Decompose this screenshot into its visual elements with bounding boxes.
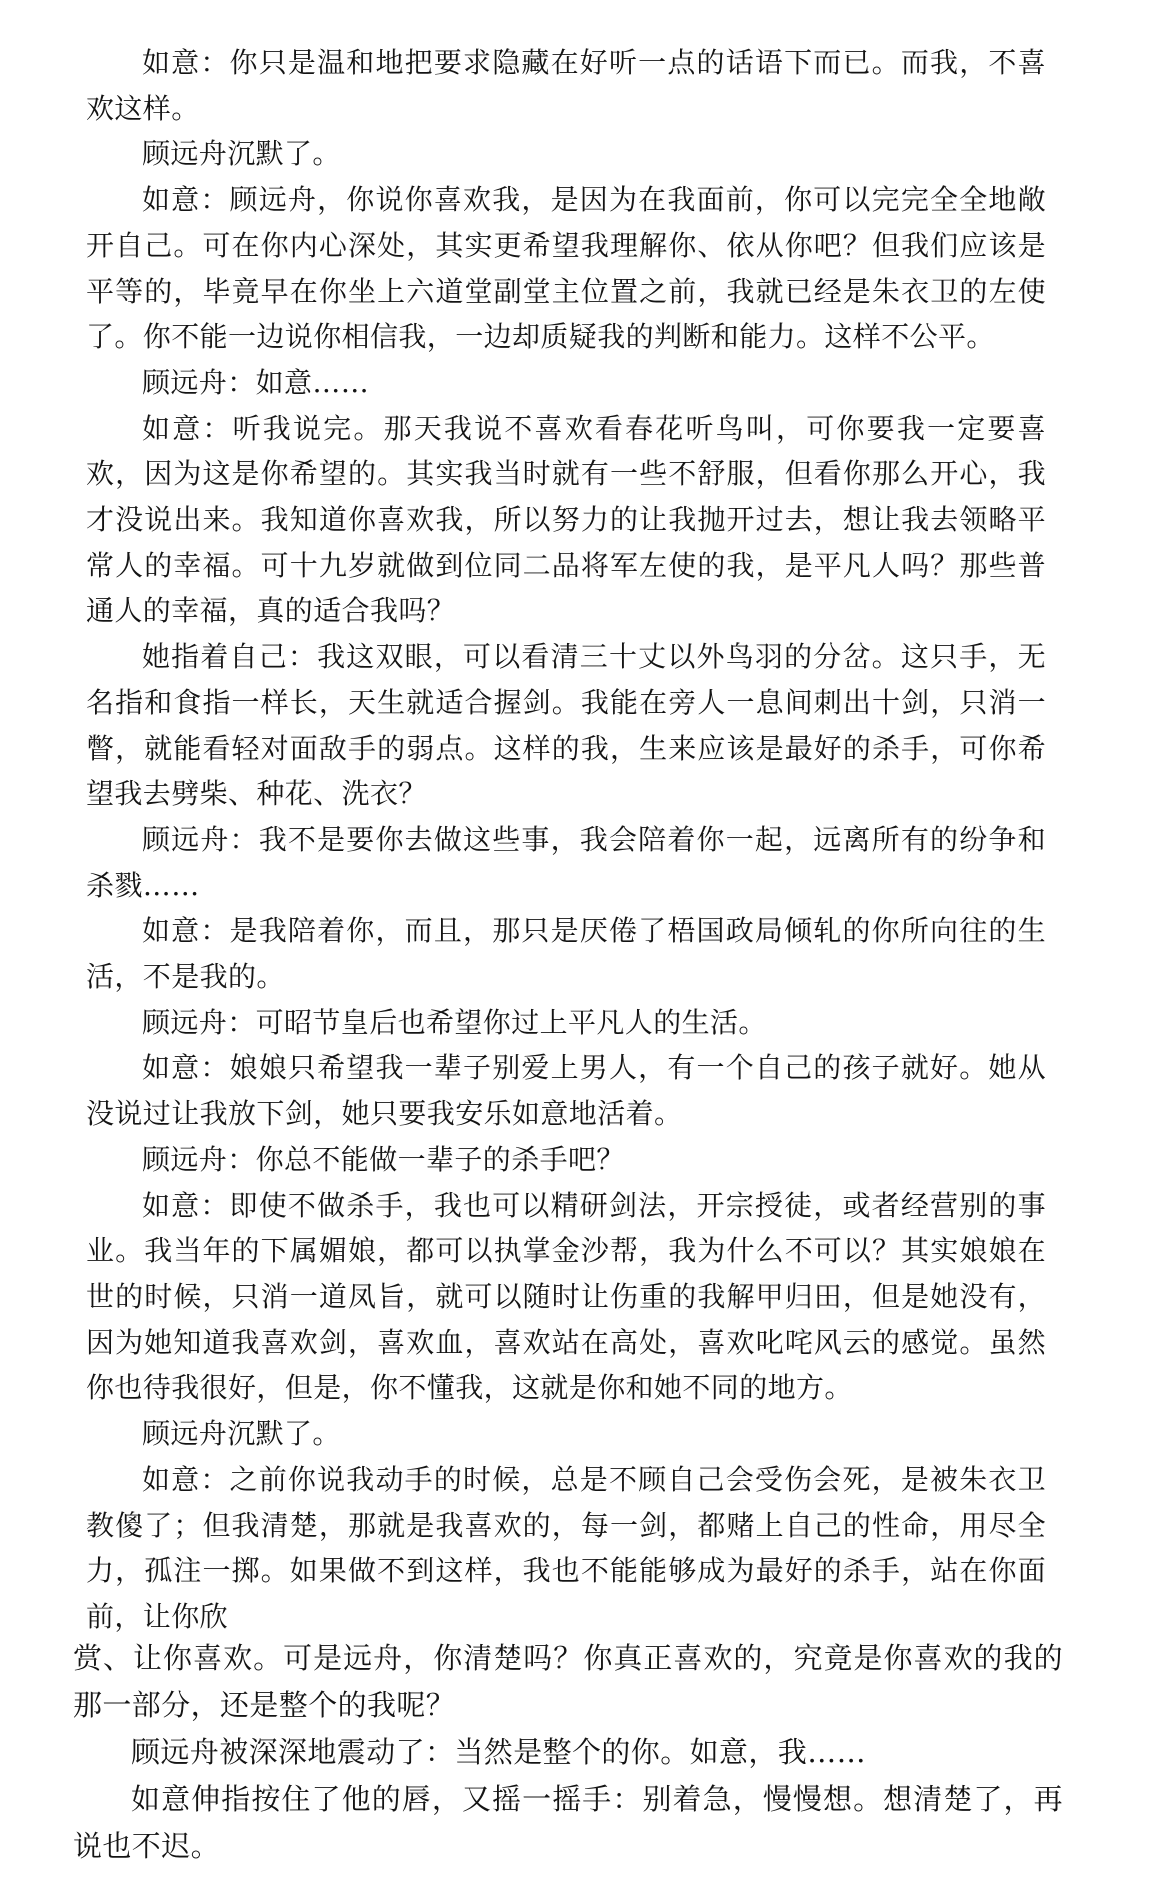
paragraph: 顾远舟：你总不能做一辈子的杀手吧？ <box>142 1142 625 1176</box>
paragraph: 顾远舟沉默了。 <box>142 137 341 171</box>
paragraph: 如意伸指按住了他的唇，又摇一摇手：别着急，慢慢想。想清楚了，再说也不迟。 <box>73 1782 1063 1863</box>
paragraph: 如意：之前你说我动手的时候，总是不顾自己会受伤会死，是被朱衣卫教傻了；但我清楚，那就是我喜欢的，每一剑，都赌上自己的性命，用尽全力，孤注一掷。如果做不到这样，我也不能能够成为最好的杀手，站在你面前，让你欣 <box>86 1462 1046 1633</box>
paragraph: 如意：顾远舟，你说你喜欢我，是因为在我面前，你可以完完全全地敞开自己。可在你内心深处，其实更希望我理解你、依从你吧？但我们应该是平等的，毕竟早在你坐上六道堂副堂主位置之前，我就已经是朱衣卫的左使了。你不能一边说你相信我，一边却质疑我的判断和能力。这样不公平。 <box>86 183 1046 354</box>
paragraph: 如意：是我陪着你，而且，那只是厌倦了梧国政局倾轧的你所向往的生活，不是我的。 <box>86 914 1046 994</box>
paragraph: 如意：即使不做杀手，我也可以精研剑法，开宗授徒，或者经营别的事业。我当年的下属媚娘，都可以执掌金沙帮，我为什么不可以？其实娘娘在世的时候，只消一道凤旨，就可以随时让伤重的我解甲归田，但是她没有，因为她知道我喜欢剑，喜欢血，喜欢站在高处，喜欢叱咤风云的感觉。虽然你也待我很好，但是，你不懂我，这就是你和她不同的地方。 <box>86 1188 1046 1405</box>
paragraph: 如意：你只是温和地把要求隐藏在好听一点的话语下而已。而我，不喜欢这样。 <box>86 46 1046 125</box>
paragraph: 如意：娘娘只希望我一辈子别爱上男人，有一个自己的孩子就好。她从没说过让我放下剑，她只要我安乐如意地活着。 <box>86 1051 1046 1131</box>
paragraph: 顾远舟：如意…… <box>142 365 370 399</box>
paragraph: 顾远舟：可昭节皇后也希望你过上平凡人的生活。 <box>142 1005 767 1039</box>
paragraph: 顾远舟：我不是要你去做这些事，我会陪着你一起，远离所有的纷争和杀戮…… <box>86 822 1046 902</box>
paragraph: 顾远舟沉默了。 <box>142 1417 341 1451</box>
text-block-bottom <box>73 1635 1063 1870</box>
paragraph-continued: 赏、让你喜欢。可是远舟，你清楚吗？你真正喜欢的，究竟是你喜欢的我的那一部分，还是整个的我呢？ <box>73 1641 1063 1722</box>
paragraph: 如意：听我说完。那天我说不喜欢看春花听鸟叫，可你要我一定要喜欢，因为这是你希望的。其实我当时就有一些不舒服，但看你那么开心，我才没说出来。我知道你喜欢我，所以努力的让我抛开过去，想让我去领略平常人的幸福。可十九岁就做到位同二品将军左使的我，是平凡人吗？那些普通人的幸福，真的适合我吗？ <box>86 411 1046 628</box>
text-block-top <box>86 40 1046 1640</box>
paragraph: 她指着自己：我这双眼，可以看清三十丈以外鸟羽的分岔。这只手，无名指和食指一样长，天生就适合握剑。我能在旁人一息间刺出十剑，只消一瞥，就能看轻对面敌手的弱点。这样的我，生来应该是最好的杀手，可你希望我去劈柴、种花、洗衣？ <box>86 640 1046 811</box>
paragraph: 顾远舟被深深地震动了：当然是整个的你。如意，我…… <box>131 1735 867 1769</box>
